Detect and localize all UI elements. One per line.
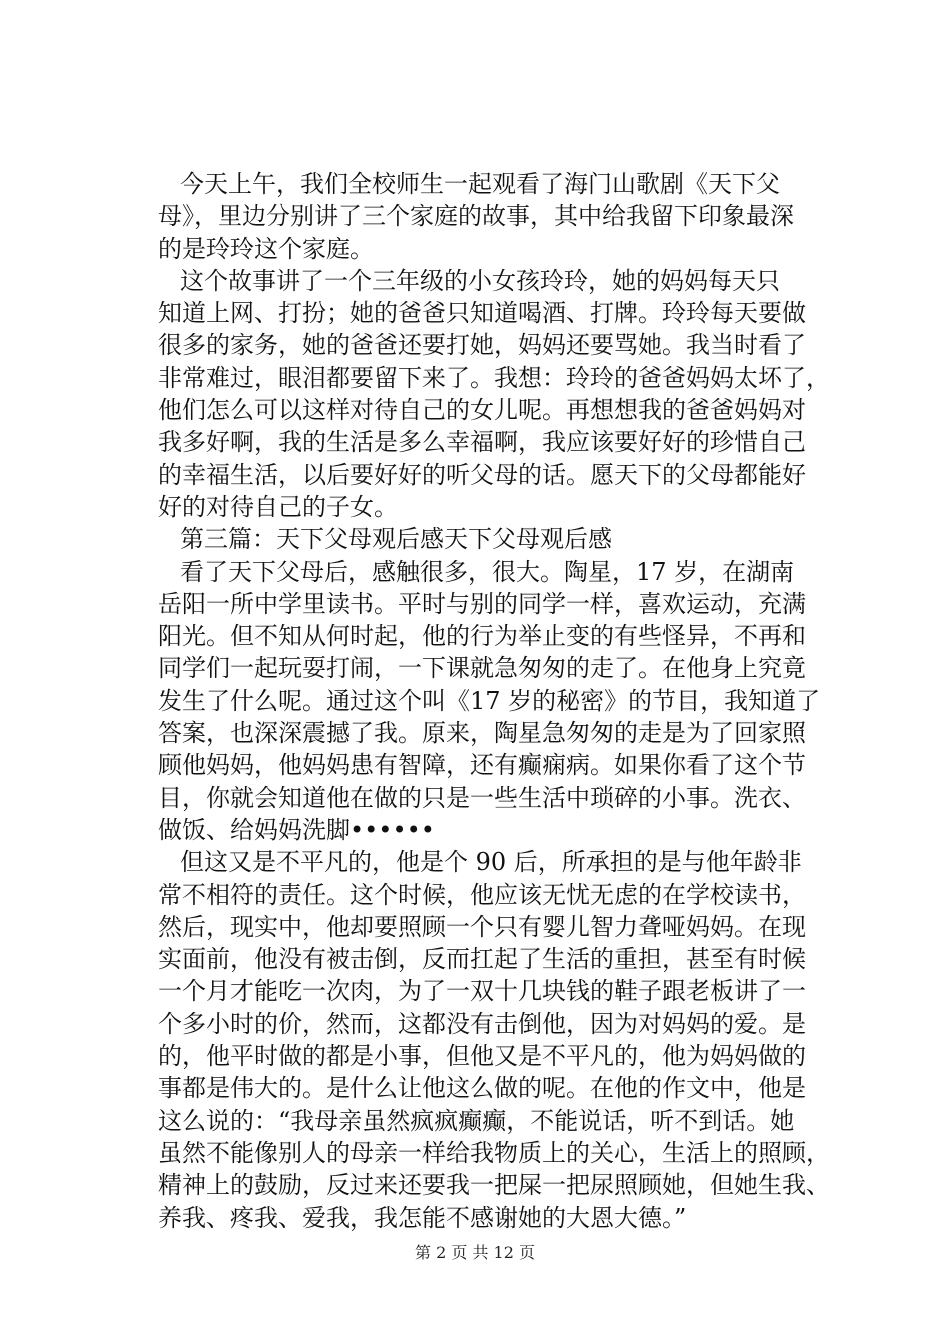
text-line: 第三篇：天下父母观后感天下父母观后感: [180, 525, 612, 554]
text-line: 的，他平时做的都是小事，但他又是不平凡的，他为妈妈做的: [158, 1042, 806, 1071]
text-line: 看了天下父母后，感触很多，很大。陶星，17 岁，在湖南: [180, 557, 795, 586]
text-line: 很多的家务，她的爸爸还要打她，妈妈还要骂她。我当时看了: [158, 331, 806, 360]
text-line: 的是玲玲这个家庭。: [158, 234, 374, 263]
text-line: 精神上的鼓励，反过来还要我一把屎一把尿照顾她，但她生我、: [158, 1171, 830, 1200]
text-line: 非常难过，眼泪都要留下来了。我想：玲玲的爸爸妈妈太坏了，: [158, 363, 830, 392]
text-line: 他们怎么可以这样对待自己的女儿呢。再想想我的爸爸妈妈对: [158, 396, 806, 425]
text-line: 个多小时的价，然而，这都没有击倒他，因为对妈妈的爱。是: [158, 1009, 806, 1038]
text-line: 答案，也深深震撼了我。原来，陶星急匆匆的走是为了回家照: [158, 719, 806, 748]
text-line: 知道上网、打扮；她的爸爸只知道喝酒、打牌。玲玲每天要做: [158, 299, 806, 328]
text-line: 一个月才能吃一次肉，为了一双十几块钱的鞋子跟老板讲了一: [158, 977, 806, 1006]
text-line: 但这又是不平凡的，他是个 90 后，所承担的是与他年龄非: [180, 848, 802, 877]
text-line: 发生了什么呢。通过这个叫《17 岁的秘密》的节目，我知道了: [158, 686, 821, 715]
text-line: 实面前，他没有被击倒，反而扛起了生活的重担，甚至有时候: [158, 945, 806, 974]
text-line: 今天上午，我们全校师生一起观看了海门山歌剧《天下父: [180, 170, 780, 198]
text-line: 的幸福生活，以后要好好的听父母的话。愿天下的父母都能好: [158, 460, 806, 489]
text-line: 事都是伟大的。是什么让他这么做的呢。在他的作文中，他是: [158, 1074, 806, 1103]
text-line: 养我、疼我、爱我，我怎能不感谢她的大恩大德。”: [158, 1203, 687, 1232]
text-line: 母》，里边分别讲了三个家庭的故事，其中给我留下印象最深: [158, 202, 794, 231]
text-line: 顾他妈妈，他妈妈患有智障，还有癫痫病。如果你看了这个节: [158, 751, 806, 780]
text-line: 做饭、给妈妈洗脚••••••: [158, 815, 435, 844]
page-footer: 第 2 页 共 12 页: [415, 1243, 535, 1262]
text-line: 虽然不能像别人的母亲一样给我物质上的关心，生活上的照顾，: [158, 1138, 830, 1167]
text-line: 岳阳一所中学里读书。平时与别的同学一样，喜欢运动，充满: [158, 589, 806, 618]
text-line: 然后，现实中，他却要照顾一个只有婴儿智力聋哑妈妈。在现: [158, 912, 806, 941]
text-line: 常不相符的责任。这个时候，他应该无忧无虑的在学校读书，: [158, 880, 806, 909]
text-line: 阳光。但不知从何时起，他的行为举止变的有些怪异，不再和: [158, 622, 806, 651]
text-line: 这么说的：“我母亲虽然疯疯癫癫，不能说话，听不到话。她: [158, 1106, 795, 1135]
text-line: 我多好啊，我的生活是多么幸福啊，我应该要好好的珍惜自己: [158, 428, 806, 457]
text-line: 目，你就会知道他在做的只是一些生活中琐碎的小事。洗衣、: [158, 783, 806, 812]
document-body: [158, 168, 834, 1234]
text-line: 同学们一起玩耍打闹，一下课就急匆匆的走了。在他身上究竟: [158, 654, 806, 683]
text-line: 好的对待自己的子女。: [158, 492, 398, 521]
text-line: 这个故事讲了一个三年级的小女孩玲玲，她的妈妈每天只: [180, 266, 780, 295]
